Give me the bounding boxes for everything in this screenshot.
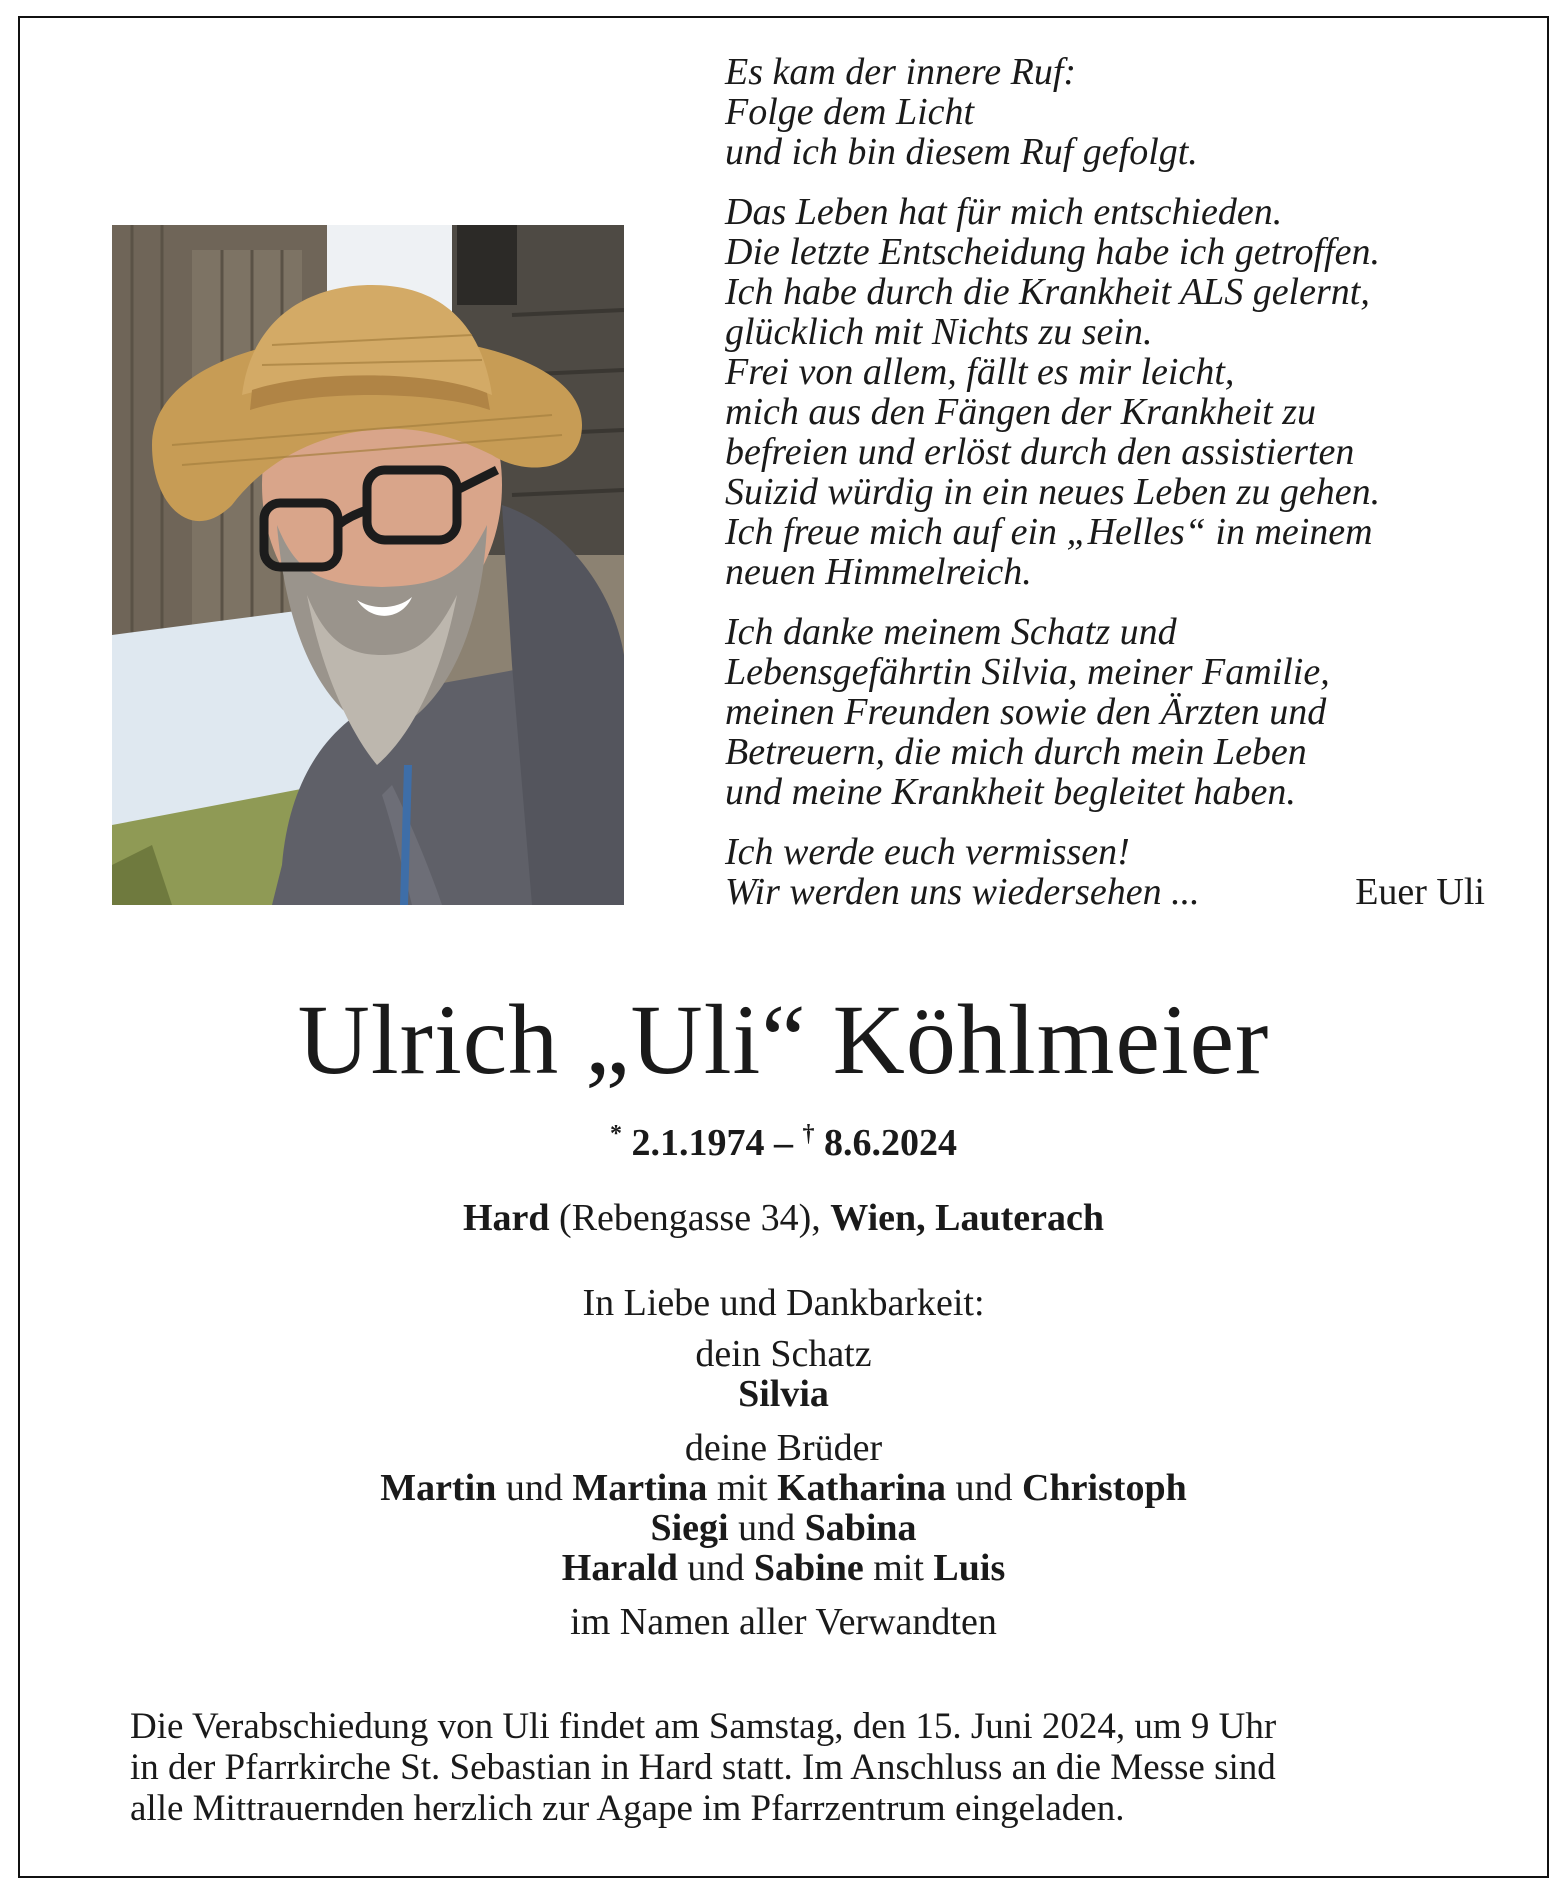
poem <box>725 52 1485 932</box>
birth-date: 2.1.1974 <box>631 1122 765 1164</box>
relatives-line: im Namen aller Verwandten <box>570 1601 997 1643</box>
funeral-line: alle Mittrauernden herzlich zur Agape im Pfarrzentrum eingeladen. <box>130 1788 1125 1829</box>
birth-symbol: * <box>610 1121 622 1147</box>
address: (Rebengasse 34), <box>559 1197 821 1239</box>
life-dates <box>0 1112 1567 1165</box>
death-date: 8.6.2024 <box>824 1122 957 1164</box>
poem-line: Ich habe durch die Krankheit ALS gelernt, <box>725 271 1370 313</box>
poem-line: Folge dem Licht <box>725 91 975 133</box>
poem-line: Ich danke meinem Schatz und <box>725 611 1177 653</box>
place-hard: Hard <box>462 1197 550 1239</box>
poem-line: Ich werde euch vermissen! <box>725 831 1130 873</box>
place-wien-lauterach: Wien, Lauterach <box>830 1197 1104 1239</box>
poem-line: meinen Freunden sowie den Ärzten und <box>725 691 1327 733</box>
poem-line: Suizid würdig in ein neues Leben zu gehen. <box>725 471 1381 513</box>
mourners-list <box>0 1334 1567 1642</box>
connector: und <box>955 1467 1013 1509</box>
mourner-name: Siegi <box>650 1507 729 1549</box>
signature: Euer Uli <box>1355 871 1485 913</box>
poem-line: glücklich mit Nichts zu sein. <box>725 311 1153 353</box>
poem-line: befreien und erlöst durch den assistierten <box>725 431 1355 473</box>
poem-closing <box>725 832 1485 912</box>
mourner-name: Harald <box>561 1547 678 1589</box>
poem-line: Wir werden uns wiedersehen ... <box>725 871 1200 913</box>
brothers-label: deine Brüder <box>684 1427 883 1469</box>
partner-label: dein Schatz <box>695 1333 872 1375</box>
poem-line: Betreuern, die mich durch mein Leben <box>725 731 1307 773</box>
poem-line: Lebensgefährtin Silvia, meiner Familie, <box>725 651 1330 693</box>
connector: mit <box>873 1547 924 1589</box>
date-separator: – <box>764 1122 803 1164</box>
mourners-intro: In Liebe und Dankbarkeit: <box>582 1282 985 1324</box>
poem-stanza <box>725 192 1485 592</box>
family-line-3 <box>0 1548 1567 1588</box>
funeral-line: in der Pfarrkirche St. Sebastian in Hard statt. Im Anschluss an die Messe sind <box>130 1747 1276 1788</box>
deceased-name: Ulrich „Uli“ Köhlmeier <box>297 984 1270 1095</box>
places-line <box>0 1198 1567 1238</box>
portrait-photo <box>112 225 624 905</box>
funeral-line: Die Verabschiedung von Uli findet am Samstag, den 15. Juni 2024, um 9 Uhr <box>130 1706 1277 1747</box>
family-line-2 <box>0 1508 1567 1548</box>
connector: und <box>738 1507 796 1549</box>
poem-line: Die letzte Entscheidung habe ich getroffen. <box>725 231 1380 273</box>
death-symbol: † <box>802 1121 815 1147</box>
family-line-1 <box>0 1468 1567 1508</box>
connector: und <box>505 1467 563 1509</box>
mourner-name: Martina <box>572 1467 708 1509</box>
poem-last-line <box>725 872 1485 912</box>
poem-line: und meine Krankheit begleitet haben. <box>725 771 1296 813</box>
poem-stanza <box>725 612 1485 812</box>
poem-line: und ich bin diesem Ruf gefolgt. <box>725 131 1198 173</box>
mourner-name: Luis <box>933 1547 1006 1589</box>
mourner-name: Christoph <box>1022 1467 1187 1509</box>
connector: mit <box>716 1467 768 1509</box>
partner-name: Silvia <box>738 1373 829 1415</box>
poem-line: Frei von allem, fällt es mir leicht, <box>725 351 1235 393</box>
mourner-name: Sabine <box>753 1547 864 1589</box>
mourner-name: Sabina <box>804 1507 917 1549</box>
poem-line: neuen Himmelreich. <box>725 551 1032 593</box>
poem-line: mich aus den Fängen der Krankheit zu <box>725 391 1317 433</box>
funeral-notice <box>130 1706 1470 1829</box>
connector: und <box>687 1547 745 1589</box>
poem-stanza <box>725 52 1485 172</box>
poem-line: Das Leben hat für mich entschieden. <box>725 191 1283 233</box>
poem-line: Es kam der innere Ruf: <box>725 51 1077 93</box>
mourner-name: Martin <box>380 1467 497 1509</box>
mourner-name: Katharina <box>777 1467 947 1509</box>
poem-line: Ich freue mich auf ein „Helles“ in meinem <box>725 511 1373 553</box>
